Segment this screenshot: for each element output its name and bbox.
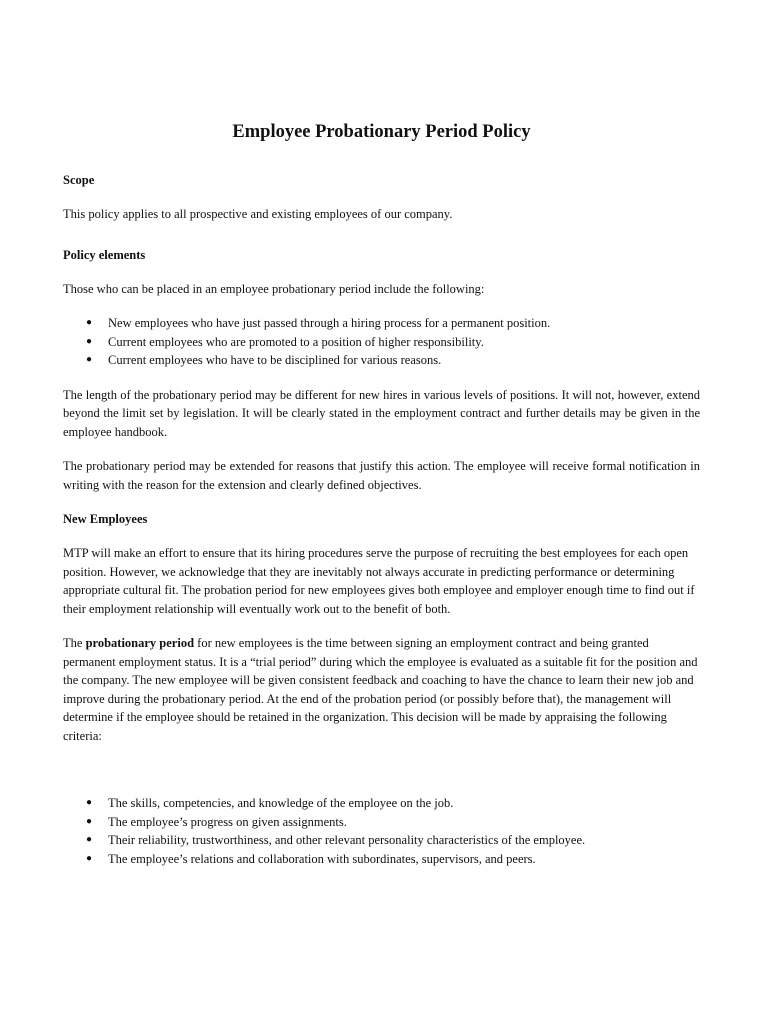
bullet-icon: ● [86, 335, 93, 347]
document-title: Employee Probationary Period Policy [232, 122, 531, 142]
new-employees-paragraph: MTP will make an effort to ensure that its hiring procedures serve the purpose of recruiting the best employees for each open position. However, we acknowledge that they are inevitably not always accurate in predicting performance or determining appropriate cultural fit. The probation period for new employees gives both employee and employer enough time to find out if their employment relationship will eventually work out to the benefit of both. [63, 546, 695, 616]
bullet-icon: ● [86, 815, 93, 827]
list-item: ● Current employees who have to be disciplined for various reasons. [63, 351, 700, 370]
list-item: ● Their reliability, trustworthiness, and other relevant personality characteristics of the employee. [63, 831, 700, 850]
eligible-employees-list [63, 314, 700, 370]
list-item: ● The employee’s progress on given assignments. [63, 813, 700, 832]
list-item: ● New employees who have just passed through a hiring process for a permanent position. [63, 314, 700, 333]
bullet-icon: ● [86, 797, 93, 808]
probation-extension-paragraph: The probationary period may be extended for reasons that justify this action. The employee will receive formal notification in writing with the reason for the extension and clearly defined objectives. [63, 459, 700, 492]
probationary-period-definition: The probationary period for new employees is the time between signing an employment contract and being granted permanent employment status. It is a “trial period” during which the employee is evaluated as a suitable fit for the position and the company. The new employee will be given consistent feedback and coaching to have the chance to learn their new job and improve during the probationary period. At the end of the probation period (or possibly before that), the management will determine if the employee should be retained in the organization. This decision will be made by appraising the following criteria: [63, 636, 698, 743]
probation-length-paragraph: The length of the probationary period may be different for new hires in various levels of positions. It will not, however, extend beyond the limit set by legislation. It will be clearly stated in the employment contract and further details may be given in the employee handbook. [63, 387, 700, 439]
scope-heading: Scope [63, 173, 95, 187]
list-item: ● The skills, competencies, and knowledge of the employee on the job. [63, 794, 700, 813]
bullet-icon: ● [86, 354, 93, 365]
policy-elements-intro: Those who can be placed in an employee probationary period include the following: [63, 281, 485, 296]
evaluation-criteria-list [63, 794, 700, 868]
new-employees-heading: New Employees [63, 512, 148, 526]
list-item: ● Current employees who are promoted to a position of higher responsibility. [63, 333, 700, 352]
scope-text: This policy applies to all prospective and existing employees of our company. [63, 207, 453, 221]
bullet-icon: ● [86, 852, 93, 864]
policy-elements-heading: Policy elements [63, 247, 146, 262]
bullet-icon: ● [86, 834, 93, 845]
bullet-icon: ● [86, 317, 93, 328]
probationary-period-term: probationary period [85, 636, 195, 650]
list-item: ● The employee’s relations and collaboration with subordinates, supervisors, and peers. [63, 850, 700, 869]
